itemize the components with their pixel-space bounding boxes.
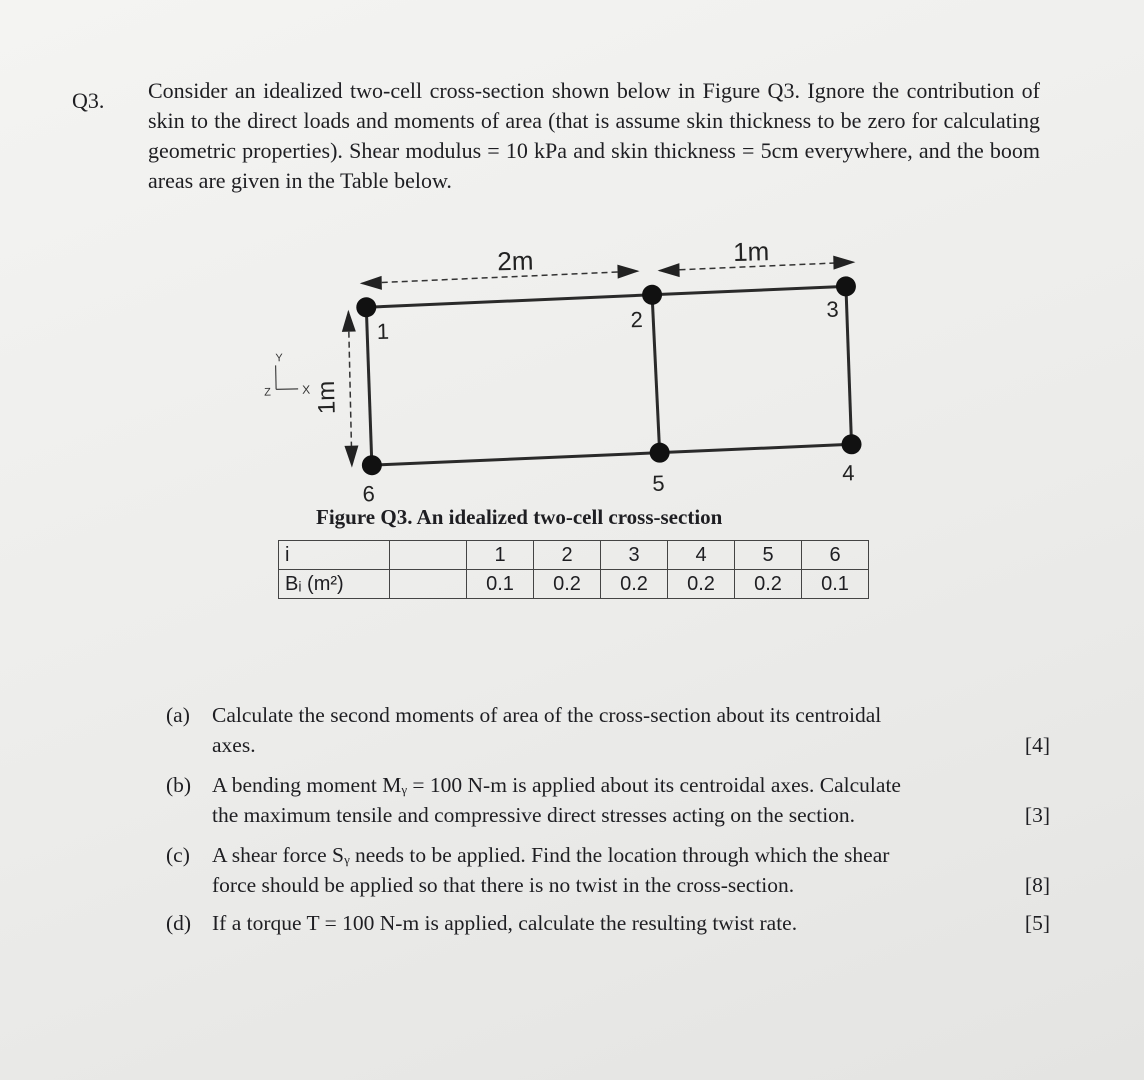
arrow-head — [360, 276, 382, 290]
boom-1 — [356, 297, 376, 317]
part-text-line: axes. — [212, 733, 256, 757]
intro-line: and skin thickness = 5cm everywhere, and the boom areas are given in the Table — [148, 138, 1041, 193]
table-row — [279, 570, 869, 599]
part-label: (a) — [166, 703, 190, 727]
axis-label-x: X — [301, 382, 311, 397]
table-cell-index: 5 — [735, 541, 802, 570]
figure-caption: Figure Q3. An idealized two-cell cross-section — [316, 505, 723, 529]
table-header-area: Bᵢ (m²) — [279, 570, 390, 599]
boom-label-2: 2 — [630, 307, 644, 333]
axis-label-y: Y — [275, 352, 283, 365]
skin-panel-3-4 — [846, 286, 852, 444]
table-cell-area: 0.2 — [534, 570, 601, 599]
axis-label-z: Z — [264, 386, 272, 399]
part-text-line: the maximum tensile and compressive direct stresses acting on the section. — [212, 803, 856, 827]
part-text-line: If a torque T = 100 N-m is applied, calculate the resulting twist rate. — [212, 911, 798, 935]
skin-panel-6-1 — [366, 307, 372, 465]
table-cell-index: 2 — [534, 541, 601, 570]
boom-label-5: 5 — [652, 470, 665, 496]
table-cell-area: 0.2 — [735, 570, 802, 599]
skin-panel-2-5 — [652, 295, 660, 453]
arrow-head — [617, 264, 639, 278]
dimension-label-1m-top: 1m — [732, 236, 770, 267]
skin-panel-2-3 — [652, 286, 846, 294]
part-marks: [8] — [1024, 873, 1050, 897]
part-label: (c) — [166, 843, 190, 867]
boom-3 — [836, 276, 856, 296]
boom-4 — [841, 434, 861, 454]
boom-5 — [649, 442, 669, 462]
arrow-head — [344, 445, 358, 467]
table-cell-index: 3 — [601, 541, 668, 570]
part-label: (b) — [166, 773, 192, 797]
table-cell-area: 0.1 — [467, 570, 534, 599]
y-axis-arrow — [276, 365, 277, 389]
boom-label-4: 4 — [841, 460, 855, 486]
arrow-head — [341, 310, 355, 332]
table-cell-index: 1 — [467, 541, 534, 570]
intro-line: below. — [394, 168, 452, 193]
boom-2 — [642, 285, 662, 305]
question-part-c — [166, 840, 1050, 900]
boom-label-6: 6 — [362, 481, 376, 507]
dimension-label-2m: 2m — [496, 245, 534, 277]
part-marks: [5] — [1024, 911, 1050, 935]
question-part-b — [166, 770, 1050, 830]
part-text-line: force should be applied so that there is no twist in the cross-section. — [212, 873, 795, 897]
part-marks: [3] — [1024, 803, 1050, 827]
table-cell-index: 6 — [802, 541, 869, 570]
part-text-line: A bending moment Mᵧ = 100 N-m is applied about its centroidal axes. Calculate — [212, 773, 901, 797]
question-part-a — [166, 700, 1050, 760]
part-text-line: A shear force Sᵧ needs to be applied. Find the location through which the shear — [212, 843, 890, 867]
arrow-head — [657, 263, 679, 277]
table-cell-area: 0.2 — [668, 570, 735, 599]
skin-panel-4-5 — [660, 444, 852, 452]
table-cell-area: 0.2 — [601, 570, 668, 599]
arrow-head — [833, 255, 855, 269]
table-cell-area: 0.1 — [802, 570, 869, 599]
table-header-index: i — [279, 541, 390, 570]
table-cell-blank — [390, 570, 467, 599]
intro-line: thickness to be zero for calculating geometric properties). Shear modulus = 10 kPa — [148, 108, 1040, 163]
table-cell-index: 4 — [668, 541, 735, 570]
intro-line: Consider an idealized two-cell cross-section shown below in Figure Q3. Ignore the — [148, 78, 900, 103]
question-part-d — [166, 908, 1050, 938]
boom-area-table — [278, 540, 869, 599]
skin-panel-5-6 — [372, 453, 660, 466]
dimension-line-1m-left — [348, 312, 351, 464]
boom-6 — [362, 455, 382, 475]
skin-panel-1-2 — [366, 295, 652, 307]
table-cell-blank — [390, 541, 467, 570]
dimension-label-1m-left: 1m — [312, 380, 341, 415]
part-marks: [4] — [1024, 733, 1050, 757]
boom-label-3: 3 — [826, 296, 839, 322]
table-row — [279, 541, 869, 570]
part-text-line: Calculate the second moments of area of the cross-section about its centroidal — [212, 703, 882, 727]
boom-label-1: 1 — [376, 318, 390, 345]
intro-line: contribution of skin to the direct loads and moments of area (that is assume skin — [148, 78, 1041, 133]
question-number: Q3. — [72, 88, 105, 113]
part-label: (d) — [166, 911, 192, 935]
